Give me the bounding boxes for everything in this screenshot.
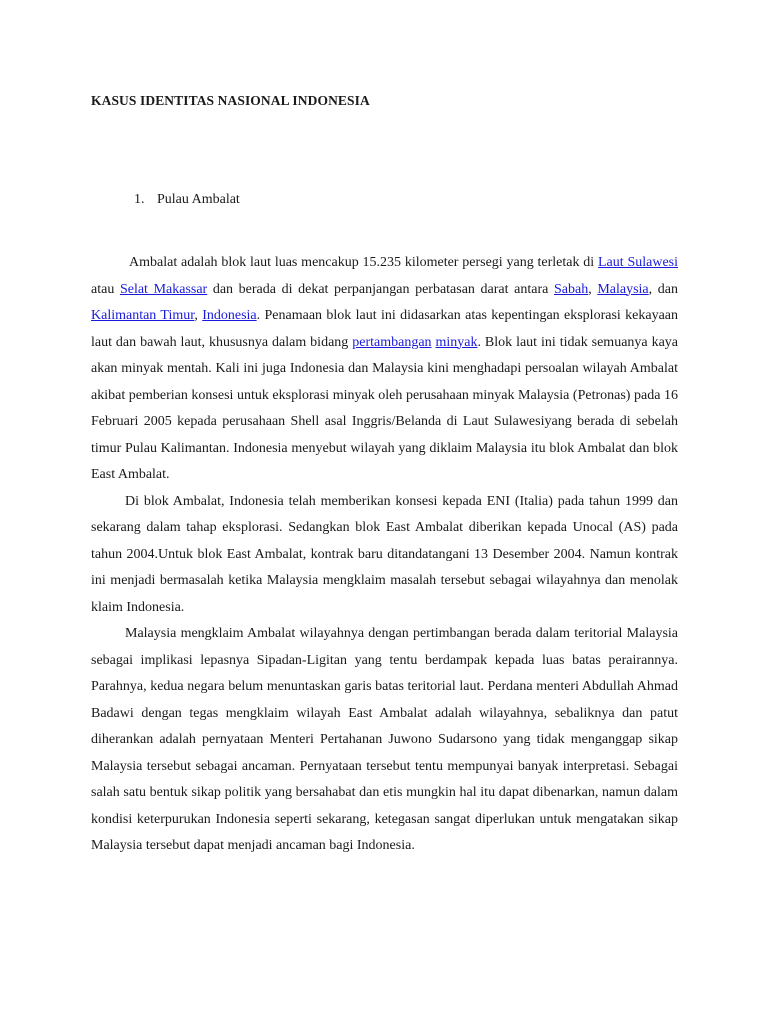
paragraph-1 [91,250,678,489]
section-heading [134,192,240,208]
link-kalimantan-timur[interactable]: Kalimantan Timur [91,308,195,323]
link-malaysia[interactable]: Malaysia [597,281,649,297]
paragraph-1-text: , [194,308,203,323]
section-number: 1. [134,192,145,207]
paragraph-1-text: atau [91,281,120,297]
paragraph-1-text: , [588,281,598,297]
link-selat-makassar[interactable]: Selat Makassar [119,281,208,297]
document-body [91,250,678,860]
link-sabah[interactable]: Sabah [553,281,589,297]
paragraph-3: Malaysia mengklaim Ambalat wilayahnya dengan pertimbangan berada dalam teritorial Malaysia sebagai implikasi lepasnya Sipadan-Ligitan yang tentu berdampak kepada luas batas perairannya. Parahnya, kedua negara belum menuntaskan garis batas teritorial laut. Perdana menteri Abdullah Ahmad Badawi dengan tegas mengklaim wilayah East Ambalat adalah wilayahnya, sebaliknya dan patut diherankan adalah pernyataan Menteri Pertahanan Juwono Sudarsono yang tidak menganggap sikap Malaysia tersebut sebagai ancaman. Pernyataan tersebut tentu mempunyai banyak interpretasi. Sebagai salah satu bentuk sikap politik yang bersahabat dan etis mungkin hal itu dapat dibenarkan, namun dalam kondisi keterpurukan Indonesia seperti sekarang, ketegasan sangat diperlukan untuk mengatakan sikap Malaysia tersebut dapat menjadi ancaman bagi Indonesia. [91,626,678,853]
section-title: Pulau Ambalat [157,192,240,207]
paragraph-1-text: , dan [648,281,678,297]
link-indonesia[interactable]: Indonesia [202,308,257,323]
paragraph-1-text: Ambalat adalah blok laut luas mencakup 15.235 kilometer persegi yang terletak di [129,255,598,270]
link-minyak[interactable]: minyak [435,334,478,350]
link-laut-sulawesi[interactable]: Laut Sulawesi [597,255,678,270]
document-title: KASUS IDENTITAS NASIONAL INDONESIA [91,93,370,108]
paragraph-2: Di blok Ambalat, Indonesia telah memberikan konsesi kepada ENI (Italia) pada tahun 1999 dan sekarang dalam tahap eksplorasi. Sedangkan blok East Ambalat diberikan kepada Unocal (AS) pada tahun 2004.Untuk blok East Ambalat, kontrak baru ditandatangani 13 Desember 2004. Namun kontrak ini menjadi bermasalah ketika Malaysia mengklaim masalah tersebut sebagai wilayahnya dan menolak klaim Indonesia. [91,493,678,615]
paragraph-1-text: . Penamaan blok laut ini didasarkan atas kepentingan eksplorasi kekayaan laut dan bawah laut, khususnya dalam bidang [91,308,678,350]
link-pertambangan[interactable]: pertambangan [352,334,432,350]
paragraph-1-text: dan berada di dekat perpanjangan perbatasan darat antara [207,281,554,297]
paragraph-1-text: . Blok laut ini tidak semuanya kaya akan minyak mentah. Kali ini juga Indonesia dan Malaysia kini menghadapi persoalan wilayah Ambalat akibat pemberian konsesi untuk eksplorasi minyak oleh perusahaan minyak Malaysia (Petronas) pada 16 Februari 2005 kepada perusahaan Shell asal Inggris/Belanda di Laut Sulawesiyang berada di sebelah timur Pulau Kalimantan. Indonesia menyebut wilayah yang diklaim Malaysia itu blok Ambalat dan blok East Ambalat. [91,334,678,482]
